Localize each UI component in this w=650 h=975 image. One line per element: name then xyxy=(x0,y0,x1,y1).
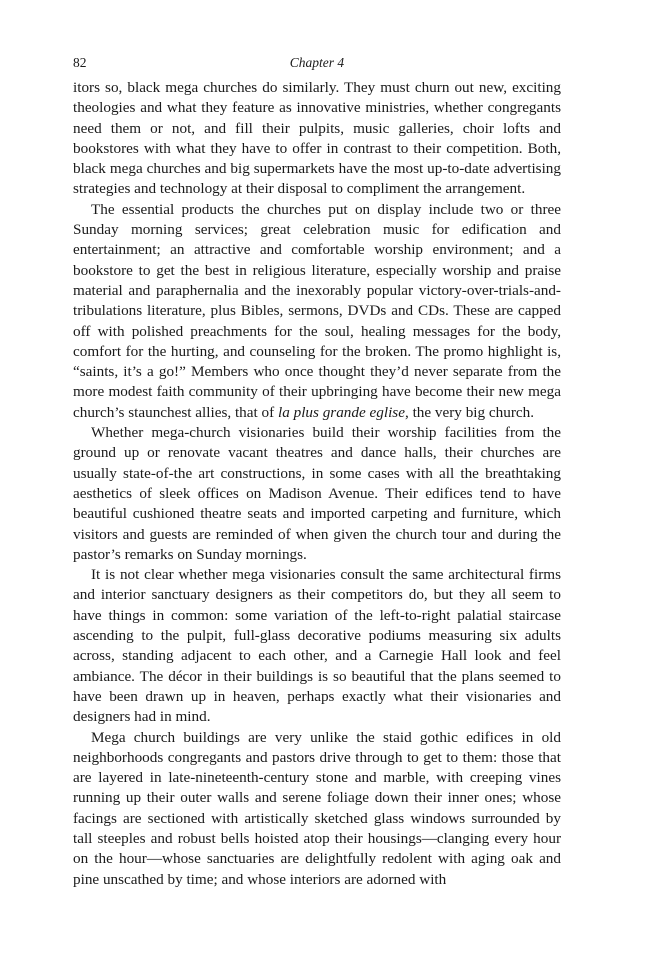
book-page xyxy=(73,53,561,890)
paragraph-products-text: The essential products the churches put on display include two or three Sunday morning services; great celebration music for edification and entertainment; an attractive and comfortable worship environment; and a bookstore to get the best in religious literature, especially worship and praise material and paraphernalia and the inexorably popular victory-over-trials-and-tribulations literature, plus Bibles, sermons, DVDs and CDs. These are capped off with polished preachments for the soul, healing messages for the body, comfort for the hurting, and counseling for the broken. The promo highlight is, “saints, it’s a go!” Members who once thought they’d never separate from the more modest faith community of their upbringing have become their new mega church’s staunchest allies, that of xyxy=(73,200,561,421)
running-head xyxy=(73,53,561,73)
paragraph-architecture: It is not clear whether mega visionaries consult the same architectural firms and interior sanctuary designers as their competitors do, but they all seem to have things in common: some variation of the left-to-right palatial staircase ascending to the pulpit, full-glass decorative podiums measuring six adults across, standing adjacent to each other, and a Carnegie Hall look and feel ambiance. The décor in their buildings is so beautiful that the plans seemed to have been drawn up in heaven, perhaps exactly what their visionaries and designers had in mind. xyxy=(73,566,561,726)
page-number: 82 xyxy=(73,55,87,70)
body-text xyxy=(73,78,561,890)
chapter-title: Chapter 4 xyxy=(289,55,345,70)
paragraph-products-tail: , the very big church. xyxy=(404,403,535,421)
italic-phrase: la plus grande eglise xyxy=(277,403,405,421)
paragraph-continued: itors so, black mega churches do similarly. They must churn out new, exciting theologies and what they feature as innovative ministries, whether congregants need them or not, and fill their pulpits, music galleries, choir lofts and bookstores with what they have to offer in contrast to their competition. Both, black mega churches and big supermarkets have the most up-to-date advertising strategies and technology at their disposal to compliment the arrangement. xyxy=(73,79,561,198)
paragraph-facilities: Whether mega-church visionaries build their worship facilities from the ground up or renovate vacant theatres and dance halls, their churches are usually state-of-the art constructions, in some cases with all the breathtaking aesthetics of sleek offices on Madison Avenue. Their edifices tend to have beautiful cushioned theatre seats and imported carpeting and furniture, which visitors and guests are reminded of when given the church tour and during the pastor’s remarks on Sunday mornings. xyxy=(73,424,561,563)
paragraph-gothic-contrast: Mega church buildings are very unlike the staid gothic edifices in old neighborhoods congregants and pastors drive through to get to them: those that are layered in late-nineteenth-century stone and marble, with creeping vines running up their outer walls and serene foliage down their inner ones; whose facings are sectioned with artistically sketched glass windows surrounded by tall steeples and robust bells hoisted atop their housings—clanging every hour on the hour—whose sanctuaries are delightfully redolent with aging oak and pine unscathed by time; and whose interiors are adorned with xyxy=(73,728,561,888)
paragraph-products xyxy=(73,200,561,423)
